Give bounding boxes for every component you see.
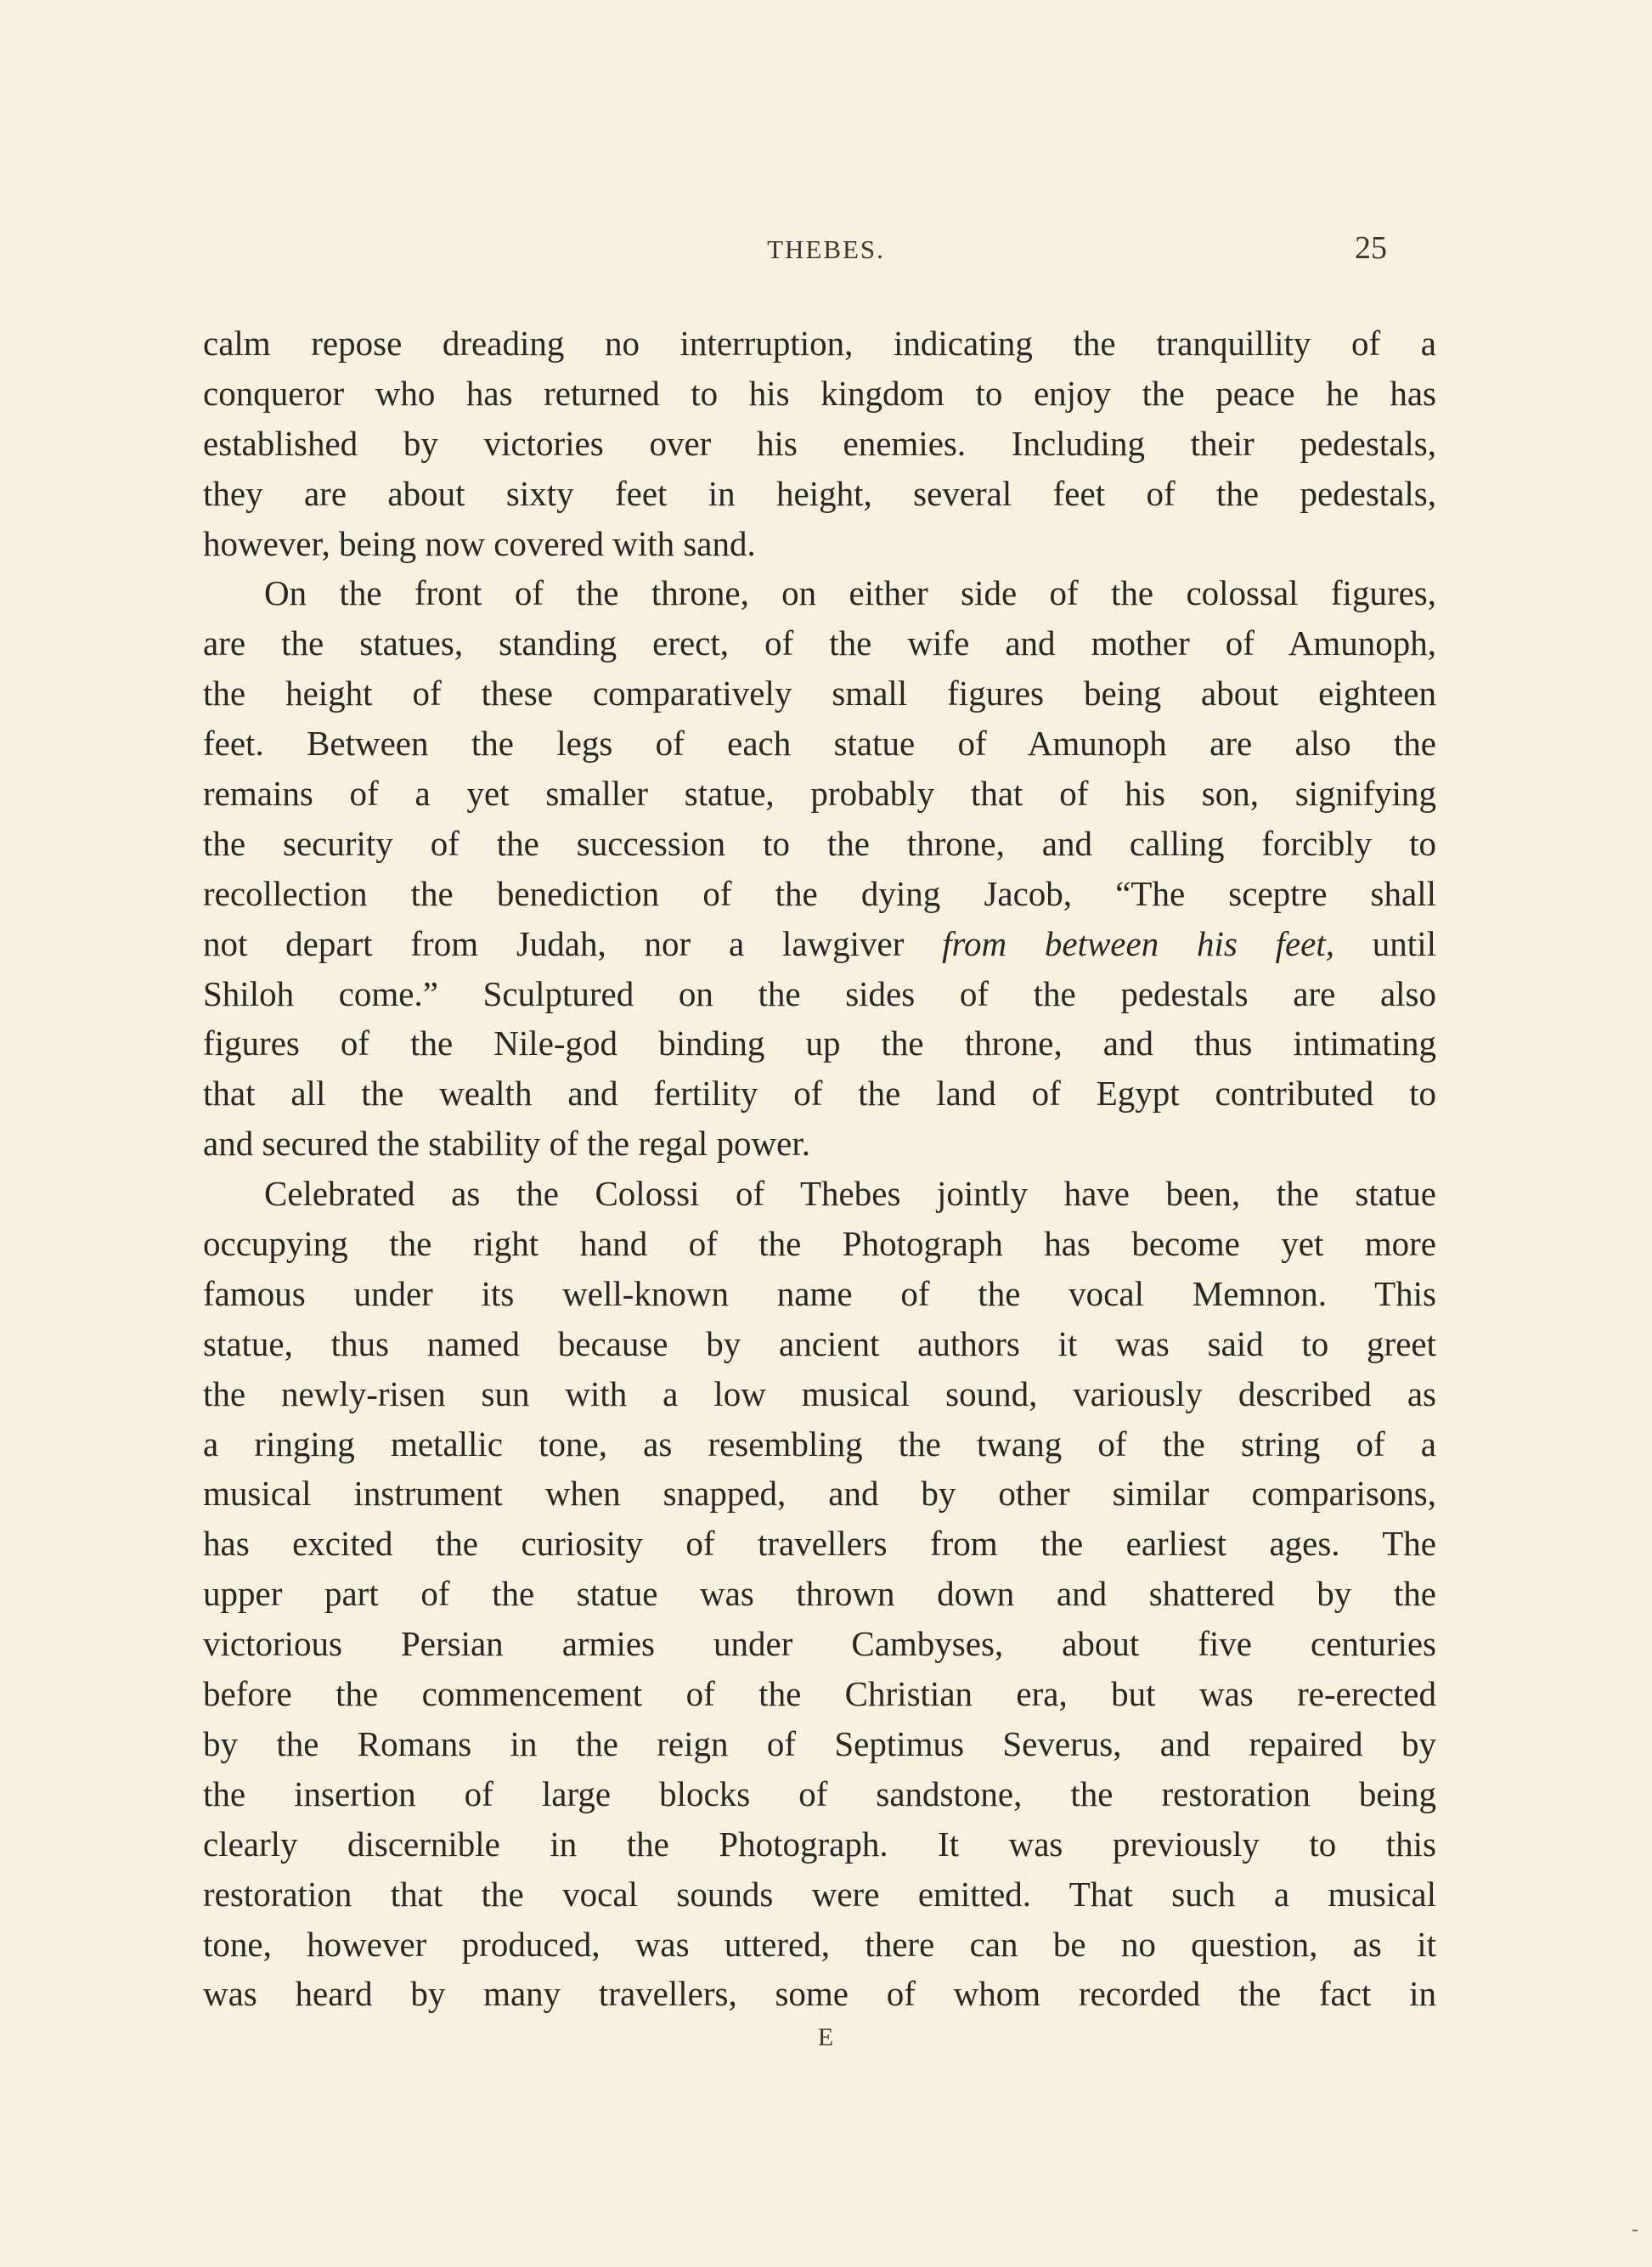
text-line: On the front of the throne, on either side of the colossal figures, bbox=[264, 573, 1436, 613]
text-line: however, being now covered with sand. bbox=[203, 523, 756, 563]
text-line: that all the wealth and fertility of the land of Egypt contributed to bbox=[203, 1074, 1436, 1114]
text-line: they are about sixty feet in height, several feet of the pedestals, bbox=[203, 473, 1436, 513]
running-title: THEBES. bbox=[767, 234, 885, 264]
text-line: Celebrated as the Colossi of Thebes jointly have been, the statue bbox=[264, 1174, 1436, 1214]
text-line: the security of the succession to the throne, and calling forcibly to bbox=[203, 823, 1436, 863]
text-line: figures of the Nile-god binding up the throne, and thus intimating bbox=[203, 1024, 1436, 1063]
text-line: are the statues, standing erect, of the wife and mother of Amunoph, bbox=[203, 623, 1436, 663]
text-line: victorious Persian armies under Cambyses, about five centuries bbox=[203, 1624, 1436, 1664]
text-segment: until bbox=[1334, 923, 1436, 963]
text-line: statue, thus named because by ancient authors it was said to greet bbox=[203, 1323, 1436, 1363]
text-line: recollection the benediction of the dying Jacob, “The sceptre shall bbox=[203, 873, 1436, 913]
text-line: established by victories over his enemies. Including their pedestals, bbox=[203, 423, 1436, 463]
text-line: the newly-risen sun with a low musical sound, variously described as bbox=[203, 1373, 1436, 1413]
text-line: remains of a yet smaller statue, probably that of his son, signifying bbox=[203, 774, 1436, 814]
text-line: restoration that the vocal sounds were emitted. That such a musical bbox=[203, 1874, 1436, 1914]
text-line: upper part of the statue was thrown down and shattered by the bbox=[203, 1574, 1436, 1614]
text-line: the height of these comparatively small figures being about eighteen bbox=[203, 674, 1436, 713]
text-line-with-italic bbox=[203, 919, 1436, 969]
text-line: has excited the curiosity of travellers from the earliest ages. The bbox=[203, 1524, 1436, 1564]
text-line: calm repose dreading no interruption, indicating the tranquillity of a bbox=[203, 324, 1436, 363]
text-line: a ringing metallic tone, as resembling the twang of the string of a bbox=[203, 1424, 1436, 1463]
text-line: before the commencement of the Christian era, but was re-erected bbox=[203, 1674, 1436, 1714]
text-line: was heard by many travellers, some of whom recorded the fact in bbox=[203, 1974, 1436, 2014]
text-line: by the Romans in the reign of Septimus Severus, and repaired by bbox=[203, 1723, 1436, 1763]
page-number: 25 bbox=[1355, 230, 1387, 266]
text-line: famous under its well-known name of the vocal Memnon. This bbox=[203, 1273, 1436, 1313]
text-line: occupying the right hand of the Photograph has become yet more bbox=[203, 1224, 1436, 1264]
body-text bbox=[203, 319, 1436, 2019]
text-segment: not depart from Judah, nor a lawgiver bbox=[203, 923, 943, 963]
text-line: tone, however produced, was uttered, there can be no question, as it bbox=[203, 1924, 1436, 1964]
signature-mark: E bbox=[817, 2023, 835, 2051]
text-line: feet. Between the legs of each statue of Amunoph are also the bbox=[203, 724, 1436, 764]
text-line: clearly discernible in the Photograph. It was previously to this bbox=[203, 1824, 1436, 1864]
text-line: and secured the stability of the regal power. bbox=[203, 1124, 810, 1164]
text-line: musical instrument when snapped, and by other similar comparisons, bbox=[203, 1474, 1436, 1514]
paper-speck bbox=[1632, 2230, 1638, 2231]
text-line: conqueror who has returned to his kingdom to enjoy the peace he has bbox=[203, 373, 1436, 413]
running-head bbox=[0, 230, 1652, 274]
italic-quote: from between his feet, bbox=[942, 923, 1335, 963]
text-line: the insertion of large blocks of sandstone, the restoration being bbox=[203, 1774, 1436, 1813]
text-line: Shiloh come.” Sculptured on the sides of the pedestals are also bbox=[203, 973, 1436, 1013]
